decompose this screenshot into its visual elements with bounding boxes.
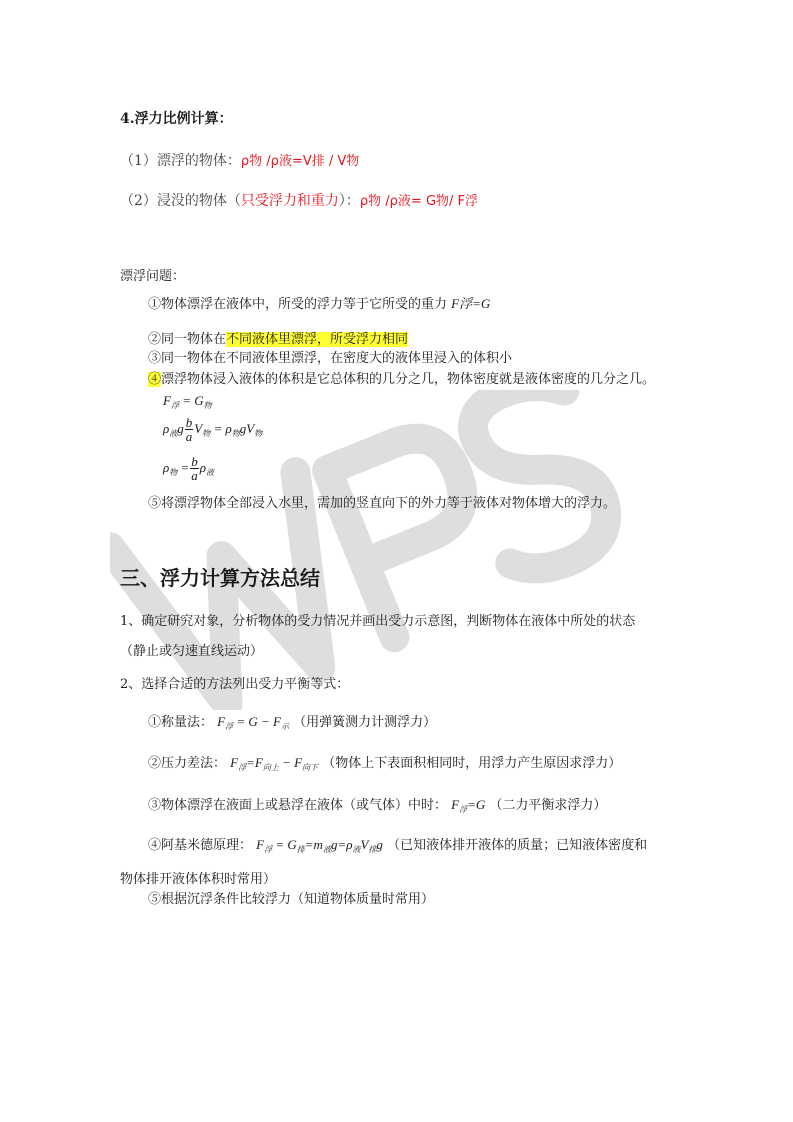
method-2-formula: $F_浮=F_{向上} - F_{向下}$ <box>230 755 319 772</box>
floating-point-5: ⑤将漂浮物体全部浸入水里，需加的竖直向下的外力等于液体对物体增大的浮力。 <box>148 496 617 511</box>
method-2 <box>148 752 621 773</box>
method-1-note: （用弹簧测力计测浮力） <box>293 715 437 730</box>
method-4-note: （已知液体排开液体的质量；已知液体密度和 <box>387 838 648 853</box>
floating-p2-highlight: 不同液体里漂浮，所受浮力相同 <box>226 332 409 347</box>
floating-point-1 <box>148 293 490 312</box>
floating-p1-formula: F浮=G <box>451 296 491 311</box>
method-3-formula: $F_浮=G$ <box>451 797 486 814</box>
ratio-line2-formula: ρ物 /ρ液= G物/ F浮 <box>359 194 479 209</box>
method-3-label: ③物体漂浮在液面上或悬浮在液体（或气体）中时： <box>148 798 448 813</box>
floating-title: 漂浮问题： <box>120 269 186 284</box>
method-4 <box>148 834 647 855</box>
ratio-line2-label: （2）浸没的物体（ <box>120 193 241 209</box>
method-5: ⑤根据沉浮条件比较浮力（知道物体质量时常用） <box>148 892 435 907</box>
method-1 <box>148 711 436 732</box>
method-4-continued: 物体排开液体体积时常用） <box>120 872 277 887</box>
equation-3: $\rho_物$ = $\frac{b}{a}$ $\rho_液$ <box>163 454 215 483</box>
method-4-formula: $F_浮 = G_排=m_液g=\rho_液V_排g$ <box>256 837 383 854</box>
ratio-line2-close: ）： <box>338 193 360 209</box>
ratio-line-1 <box>120 150 359 170</box>
floating-point-4 <box>148 368 655 387</box>
floating-p4-text: 漂浮物体浸入液体的体积是它总体积的几分之几，物体密度就是液体密度的几分之几。 <box>161 372 656 387</box>
ratio-line1-formula: ρ物 /ρ液=V排 / V物 <box>240 154 360 169</box>
method-3 <box>148 794 606 815</box>
method-1-label: ①称量法： <box>148 715 214 730</box>
ratio-heading: 4.浮力比例计算： <box>120 111 233 127</box>
method-2-note: （物体上下表面积相同时，用浮力产生原因求浮力） <box>322 756 622 771</box>
ratio-line-2 <box>120 190 478 210</box>
floating-p2-prefix: ②同一物体在 <box>148 332 227 347</box>
method-4-label: ④阿基米德原理： <box>148 838 253 853</box>
step-2: 2、选择合适的方法列出受力平衡等式： <box>120 677 350 692</box>
step-1-continued: （静止或匀速直线运动） <box>120 644 264 659</box>
section-title: 三、浮力计算方法总结 <box>120 566 320 590</box>
method-2-label: ②压力差法： <box>148 756 227 771</box>
equation-2: $\rho_液g$ $\frac{b}{a}$ $V_物 = \rho_物gV_物$ <box>163 415 263 444</box>
ratio-line1-label: （1）漂浮的物体： <box>120 153 241 169</box>
method-1-formula: $F_浮 = G - F_示$ <box>217 714 289 731</box>
floating-point-2 <box>148 328 408 347</box>
ratio-line2-paren: 只受浮力和重力 <box>240 193 339 209</box>
step-1: 1、确定研究对象，分析物体的受力情况并画出受力示意图，判断物体在液体中所处的状态 <box>120 614 636 629</box>
equation-1: $F_浮 = G_物$ <box>163 393 212 410</box>
floating-p4-mark: ④ <box>148 372 162 387</box>
method-3-note: （二力平衡求浮力） <box>489 798 607 813</box>
floating-p1-text: ①物体漂浮在液体中，所受的浮力等于它所受的重力 <box>148 297 448 312</box>
floating-point-3: ③同一物体在不同液体里漂浮，在密度大的液体里浸入的体积小 <box>148 351 513 366</box>
